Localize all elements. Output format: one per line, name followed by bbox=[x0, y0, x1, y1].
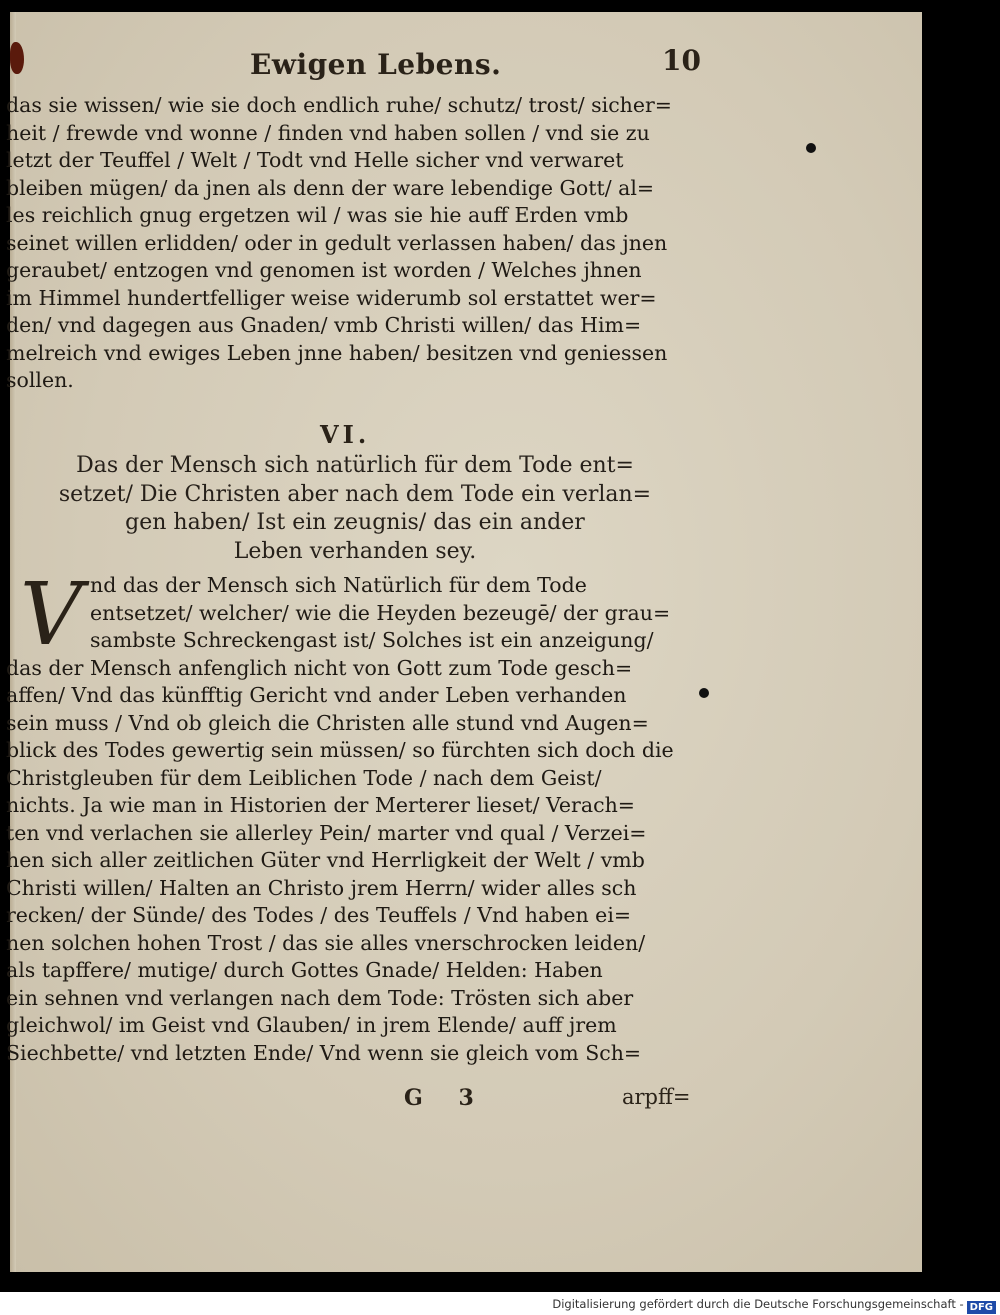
text-line: letzt der Teuffel / Welt / Todt vnd Helle sicher vnd verwaret bbox=[6, 148, 624, 172]
text-line: nichts. Ja wie man in Historien der Merterer lieset/ Verach= bbox=[6, 793, 635, 817]
text-line: bleiben mügen/ da jnen als denn der ware lebendige Gott/ al= bbox=[6, 175, 655, 200]
text-line: entsetzet/ welcher/ wie die Heyden bezeugē/ der grau= bbox=[90, 600, 671, 625]
margin-dot bbox=[699, 688, 709, 698]
heading-line: Das der Mensch sich natürlich für dem Tode ent= bbox=[76, 453, 634, 478]
text-line: als tapffere/ mutige/ durch Gottes Gnade/ Helden: Haben bbox=[6, 958, 603, 982]
text-line: den/ vnd dagegen aus Gnaden/ vmb Christi willen/ das Him= bbox=[6, 313, 642, 337]
signature-mark: G 3 bbox=[404, 1085, 488, 1111]
dfg-logo: DFG bbox=[967, 1301, 996, 1314]
page-number: 10 bbox=[662, 44, 701, 77]
text-block-body bbox=[6, 565, 698, 1067]
text-line: das sie wissen/ wie sie doch endlich ruhe/ schutz/ trost/ sicher= bbox=[6, 93, 672, 117]
decorated-initial: V bbox=[19, 565, 83, 665]
text-line: hen sich aller zeitlichen Güter vnd Herrligkeit der Welt / vmb bbox=[6, 848, 645, 872]
heading-line: setzet/ Die Christen aber nach dem Tode ein verlan= bbox=[58, 481, 652, 507]
footer-text: Digitalisierung gefördert durch die Deutsche Forschungsgemeinschaft - bbox=[552, 1297, 964, 1311]
text-line: ein sehnen vnd verlangen nach dem Tode: Trösten sich aber bbox=[6, 985, 634, 1010]
text-line: das der Mensch anfenglich nicht von Gott zum Tode gesch= bbox=[6, 655, 633, 680]
running-head: Ewigen Lebens. bbox=[250, 48, 502, 81]
chapter-number: VI. bbox=[320, 420, 371, 449]
text-line: geraubet/ entzogen vnd genomen ist worden / Welches jhnen bbox=[6, 258, 642, 282]
text-line: ten vnd verlachen sie allerley Pein/ marter vnd qual / Verzei= bbox=[6, 820, 647, 845]
text-line: blick des Todes gewertig sein müssen/ so fürchten sich doch die bbox=[6, 738, 674, 762]
text-line: seinet willen erlidden/ oder in gedult verlassen haben/ das jnen bbox=[6, 230, 668, 255]
text-line: affen/ Vnd das künfftig Gericht vnd ander Leben verhanden bbox=[6, 683, 627, 707]
text-block-top bbox=[6, 92, 698, 395]
heading-line: gen haben/ Ist ein zeugnis/ das ein ander bbox=[125, 510, 585, 535]
text-line: Siechbette/ vnd letzten Ende/ Vnd wenn sie gleich vom Sch= bbox=[6, 1040, 642, 1065]
text-line: gleichwol/ im Geist vnd Glauben/ in jrem Elende/ auff jrem bbox=[6, 1013, 617, 1037]
text-line: Christi willen/ Halten an Christo jrem Herrn/ wider alles sch bbox=[6, 875, 637, 900]
text-line: melreich vnd ewiges Leben jnne haben/ besitzen vnd geniessen bbox=[6, 340, 668, 365]
chapter-heading bbox=[30, 452, 680, 566]
margin-dot bbox=[806, 143, 816, 153]
text-line: im Himmel hundertfelliger weise widerumb sol erstattet wer= bbox=[6, 285, 657, 310]
text-line: nd das der Mensch sich Natürlich für dem Tode bbox=[90, 573, 587, 597]
heading-line: Leben verhanden sey. bbox=[233, 538, 477, 564]
text-line: Christgleuben für dem Leiblichen Tode / nach dem Geist/ bbox=[6, 765, 602, 790]
text-line: heit / frewde vnd wonne / finden vnd haben sollen / vnd sie zu bbox=[6, 120, 650, 145]
text-line: nen solchen hohen Trost / das sie alles vnerschrocken leiden/ bbox=[6, 930, 646, 955]
footer-credit bbox=[0, 1292, 1000, 1315]
text-line: sein muss / Vnd ob gleich die Christen alle stund vnd Augen= bbox=[6, 710, 649, 735]
text-line: sambste Schreckengast ist/ Solches ist ein anzeigung/ bbox=[90, 628, 654, 652]
text-line: recken/ der Sünde/ des Todes / des Teuffels / Vnd haben ei= bbox=[6, 903, 632, 927]
text-line: les reichlich gnug ergetzen wil / was sie hie auff Erden vmb bbox=[6, 203, 629, 227]
text-line: sollen. bbox=[6, 368, 74, 392]
ink-stain bbox=[10, 42, 24, 74]
catchword: arpff= bbox=[622, 1085, 691, 1109]
